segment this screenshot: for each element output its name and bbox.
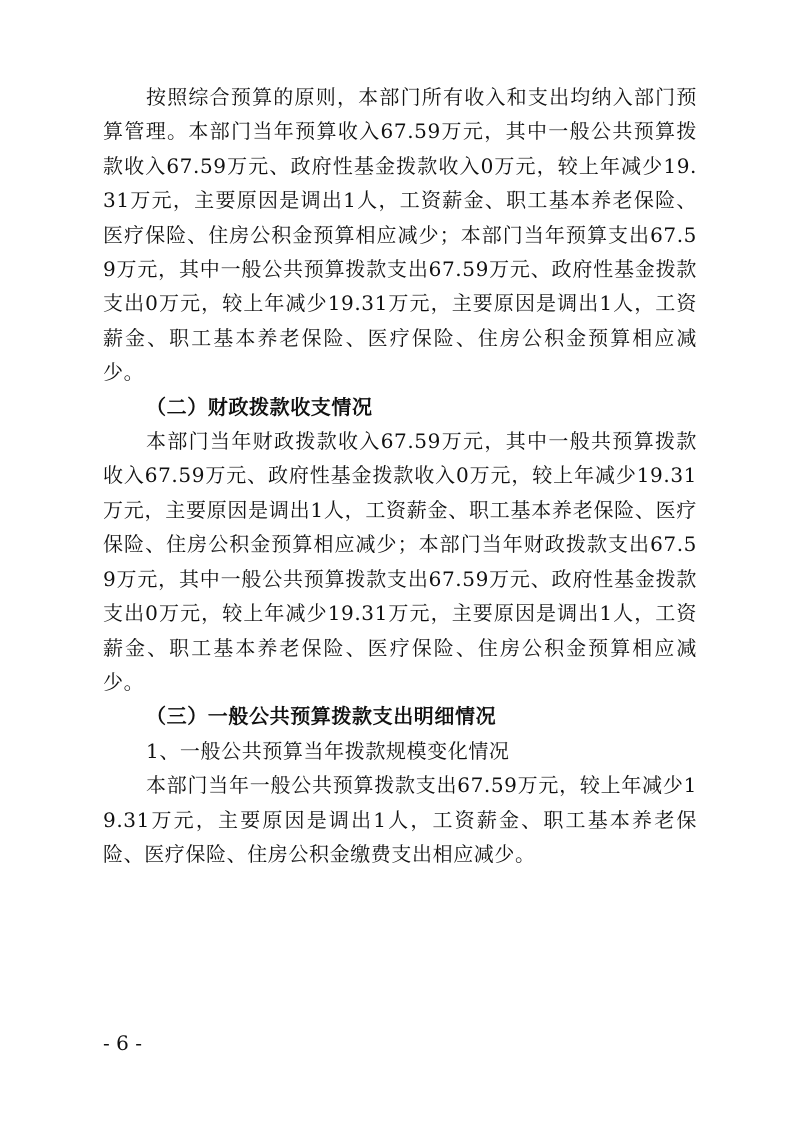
paragraph-fiscal-appropriation: 本部门当年财政拨款收入67.59万元，其中一般共预算拨款收入67.59万元、政府性基金拨款收入0万元，较上年减少19.31万元，主要原因是调出1人，工资薪金、职工基本养老保险、医疗保险、住房公积金预算相应减少；本部门当年财政拨款支出67.59万元，其中一般公共预算拨款支出67.59万元、政府性基金拨款支出0万元，较上年减少19.31万元，主要原因是调出1人，工资薪金、职工基本养老保险、医疗保险、住房公积金预算相应减少。 (103, 429, 697, 694)
paragraph-scale-change: 本部门当年一般公共预算拨款支出67.59万元，较上年减少19.31万元，主要原因是调出1人，工资薪金、职工基本养老保险、医疗保险、住房公积金缴费支出相应减少。 (103, 773, 697, 866)
paragraph-budget-overview: 按照综合预算的原则，本部门所有收入和支出均纳入部门预算管理。本部门当年预算收入67.59万元，其中一般公共预算拨款收入67.59万元、政府性基金拨款收入0万元，较上年减少19.31万元，主要原因是调出1人，工资薪金、职工基本养老保险、医疗保险、住房公积金预算相应减少；本部门当年预算支出67.59万元，其中一般公共预算拨款支出67.59万元、政府性基金拨款支出0万元，较上年减少19.31万元，主要原因是调出1人，工资薪金、职工基本养老保险、医疗保险、住房公积金预算相应减少。 (103, 85, 697, 385)
document-page (103, 80, 697, 871)
subheading-scale-change: 1、一般公共预算当年拨款规模变化情况 (146, 738, 510, 763)
page-number: - 6 - (103, 1031, 142, 1055)
heading-general-public-budget-detail: （三）一般公共预算拨款支出明细情况 (146, 704, 497, 729)
heading-fiscal-appropriation: （二）财政拨款收支情况 (146, 394, 373, 419)
